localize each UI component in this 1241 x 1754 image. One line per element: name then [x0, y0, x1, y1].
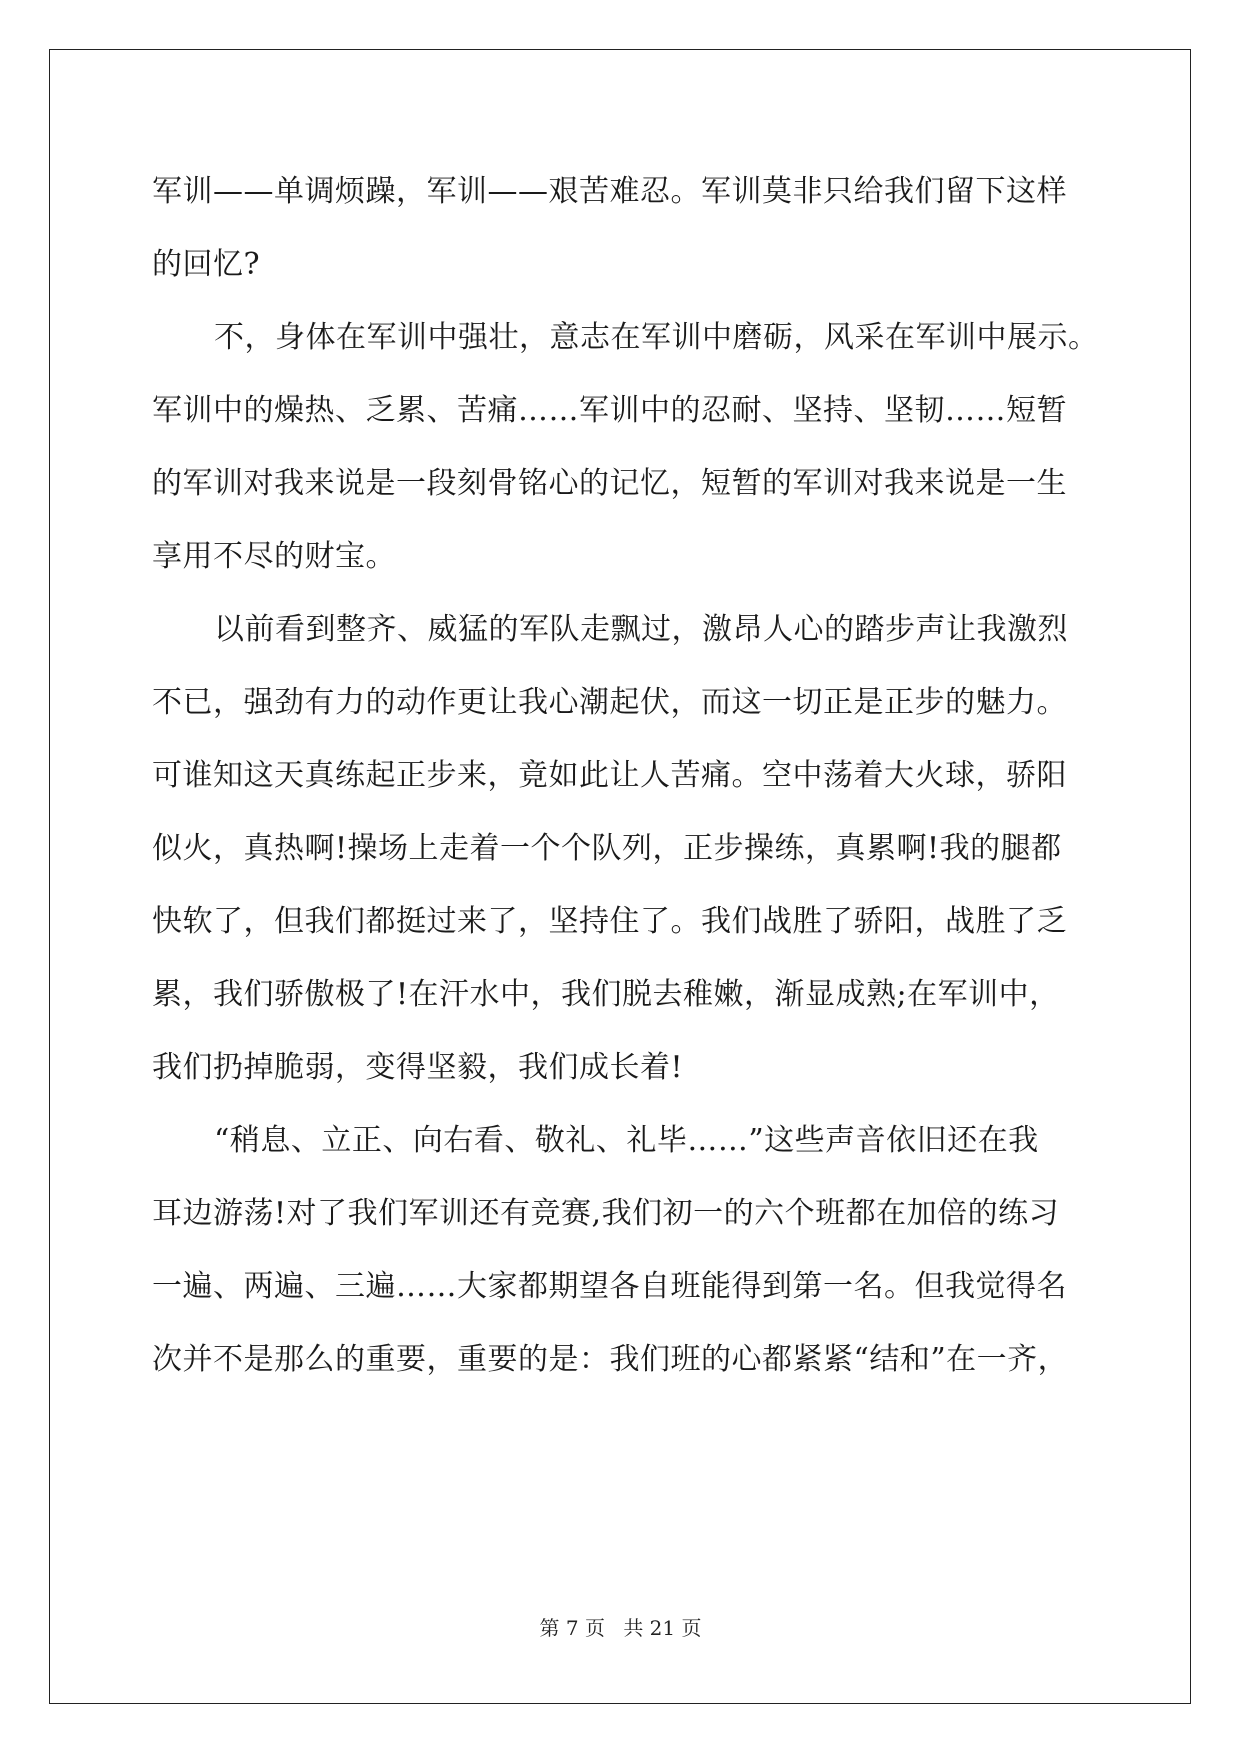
text-line: 耳边游荡!对了我们军训还有竞赛,我们初一的六个班都在加倍的练习: [152, 1196, 1060, 1231]
text-line: 快软了，但我们都挺过来了，坚持住了。我们战胜了骄阳，战胜了乏: [152, 904, 1067, 939]
text-line: 我们扔掉脆弱，变得坚毅，我们成长着!: [152, 1050, 684, 1085]
text-line: 一遍、两遍、三遍……大家都期望各自班能得到第一名。但我觉得名: [152, 1269, 1067, 1304]
paragraph-start-line: 不，身体在军训中强壮，意志在军训中磨砺，风采在军训中展示。: [214, 320, 1099, 355]
text-line: 的军训对我来说是一段刻骨铭心的记忆，短暂的军训对我来说是一生: [152, 466, 1067, 501]
text-line: 次并不是那么的重要，重要的是：我们班的心都紧紧“结和”在一齐，: [152, 1342, 1069, 1377]
text-line: 军训——单调烦躁，军训——艰苦难忍。军训莫非只给我们留下这样: [152, 174, 1067, 209]
text-line: 享用不尽的财宝。: [152, 539, 396, 574]
text-line: 累，我们骄傲极了!在汗水中，我们脱去稚嫩，渐显成熟;在军训中，: [152, 977, 1060, 1012]
text-line: 军训中的燥热、乏累、苦痛……军训中的忍耐、坚持、坚韧……短暂: [152, 393, 1067, 428]
text-line: 可谁知这天真练起正步来，竟如此让人苦痛。空中荡着大火球，骄阳: [152, 758, 1067, 793]
document-body: [152, 160, 1099, 1401]
text-line: 似火，真热啊!操场上走着一个个队列，正步操练，真累啊!我的腿都: [152, 831, 1062, 866]
text-line: 的回忆?: [152, 247, 261, 282]
total-pages: 共 21 页: [623, 1616, 702, 1640]
paragraph-start-line: 以前看到整齐、威猛的军队走飘过，激昂人心的踏步声让我激烈: [214, 612, 1068, 647]
page-footer: [0, 1612, 1241, 1641]
page-number: 第 7 页: [539, 1616, 605, 1640]
text-line: 不已，强劲有力的动作更让我心潮起伏，而这一切正是正步的魅力。: [152, 685, 1067, 720]
paragraph-start-line: “稍息、立正、向右看、敬礼、礼毕……”这些声音依旧还在我: [214, 1123, 1039, 1158]
